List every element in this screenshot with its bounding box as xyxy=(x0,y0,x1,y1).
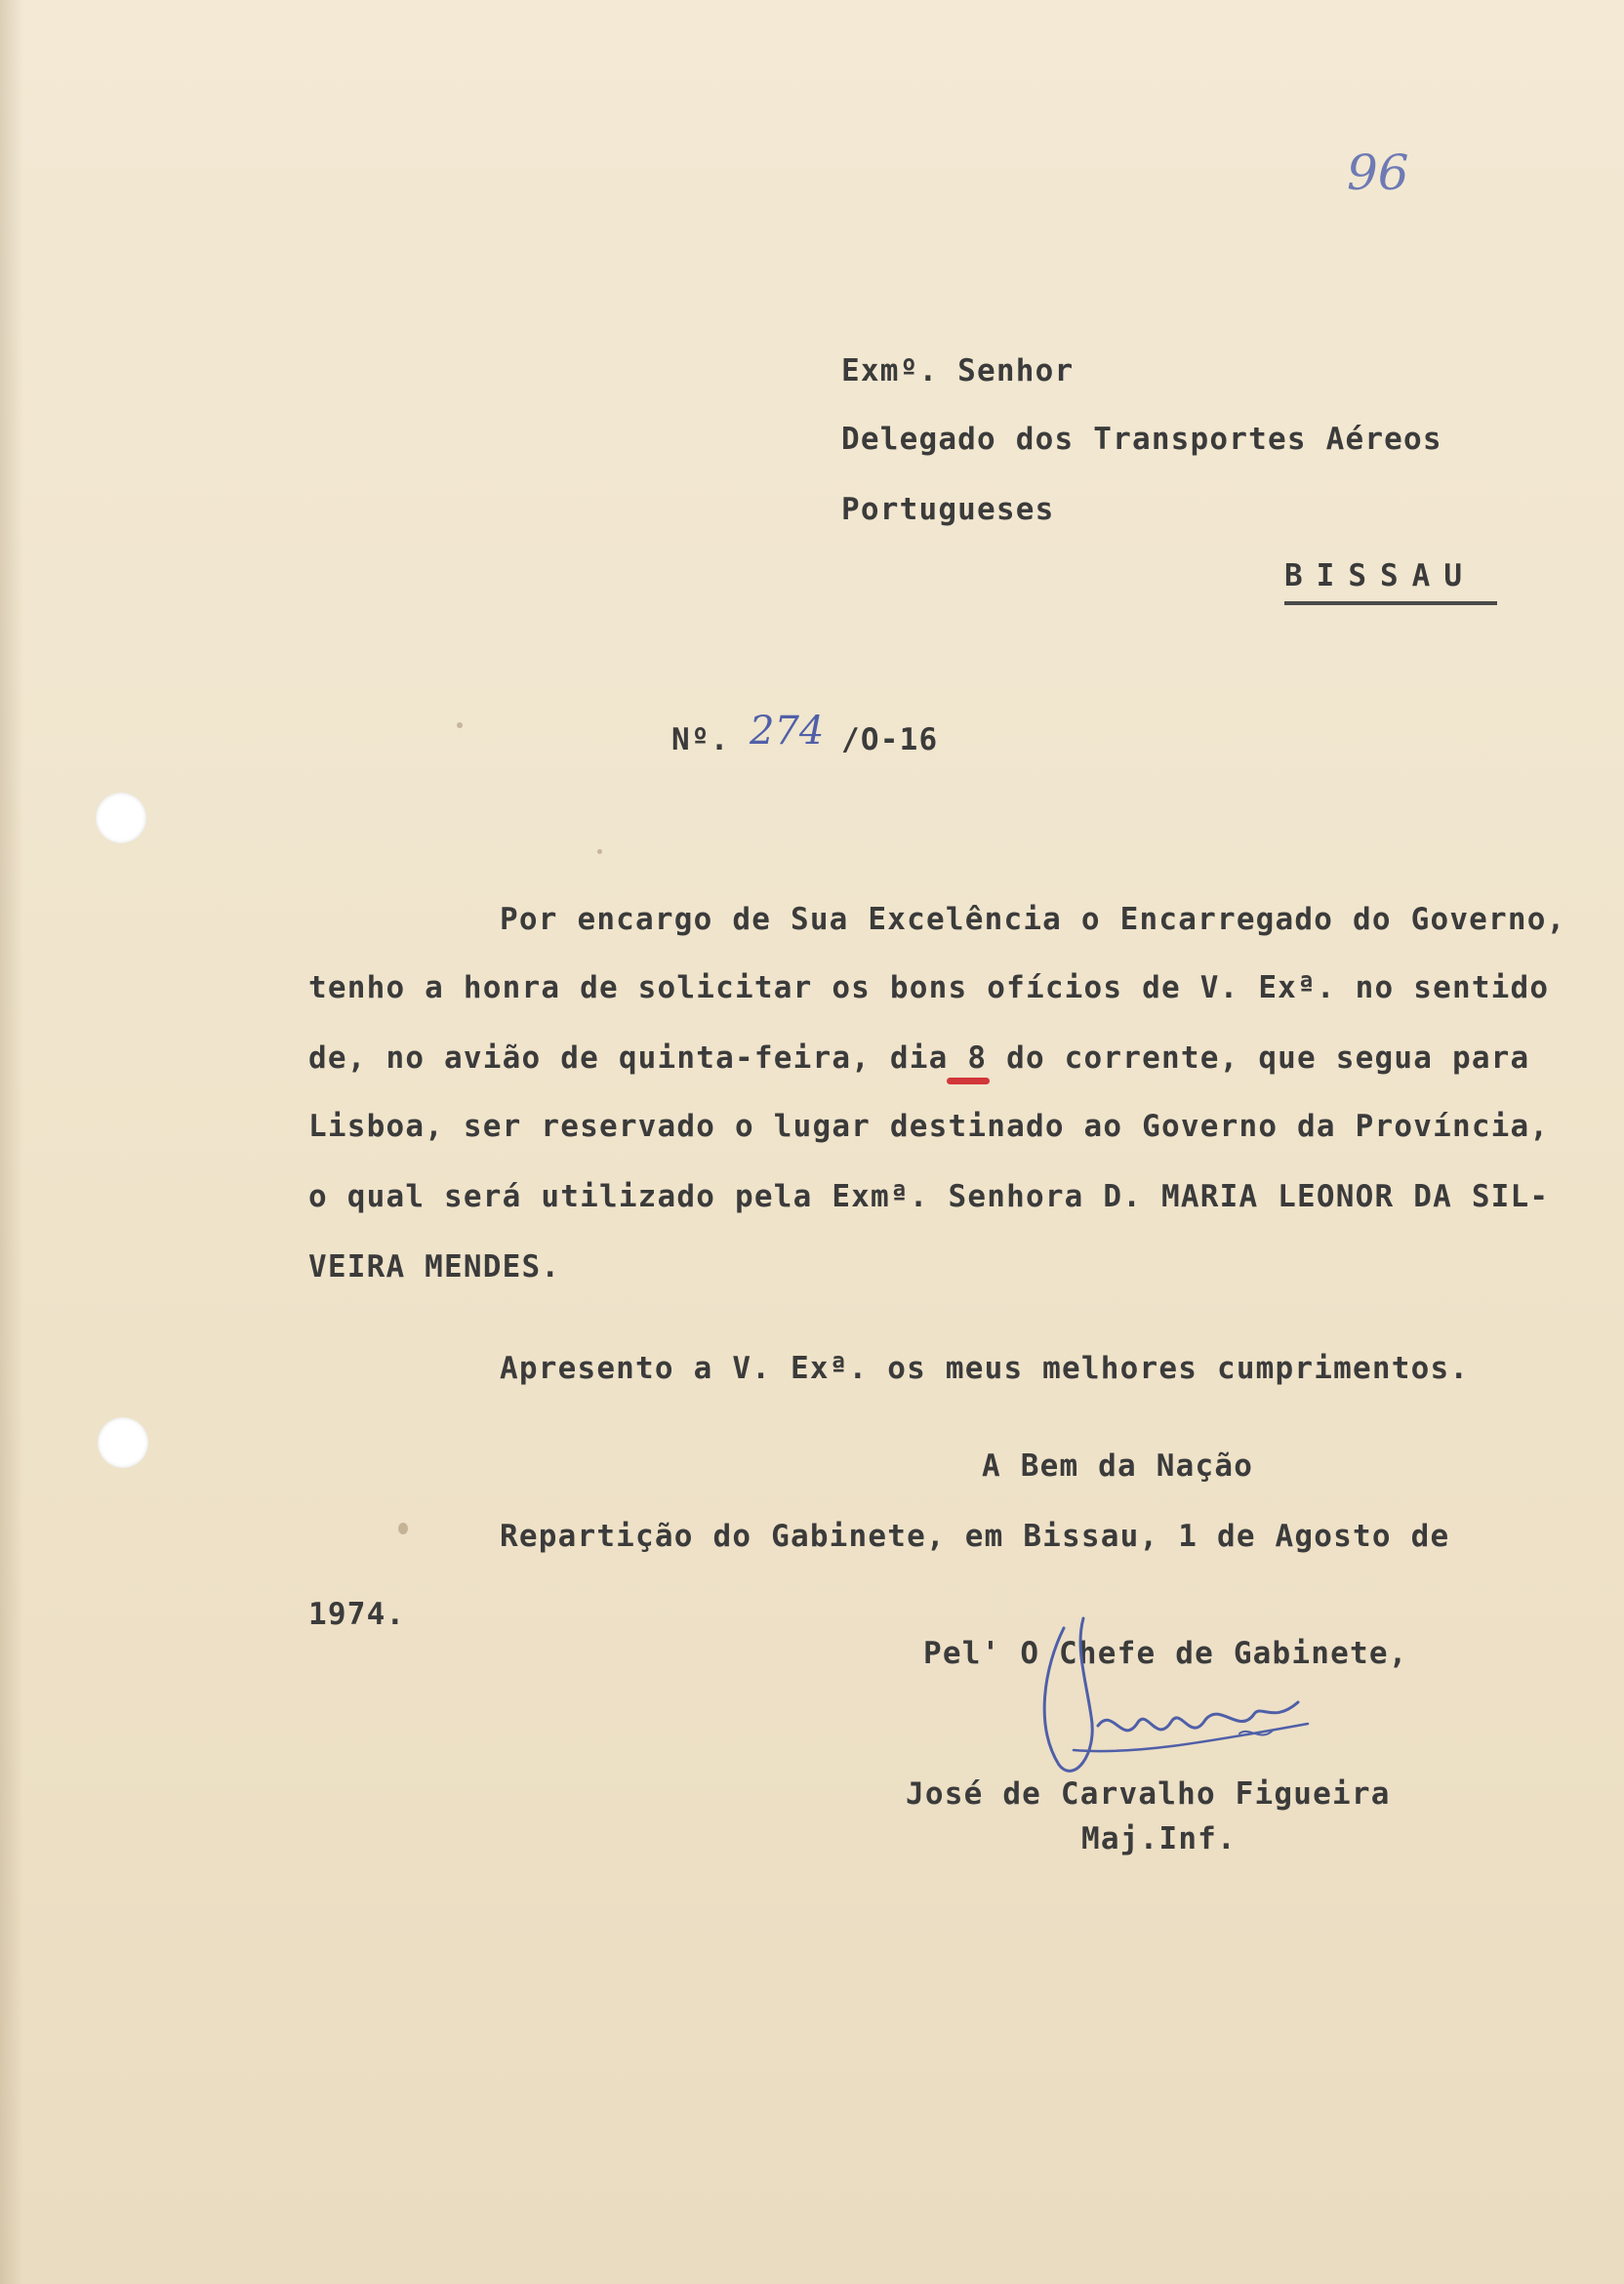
punch-hole-bottom xyxy=(98,1417,148,1468)
reference-suffix: /O-16 xyxy=(841,722,939,757)
body-line-2: tenho a honra de solicitar os bons ofícios de V. Exª. no sentido xyxy=(308,970,1550,1005)
paper-speck xyxy=(457,722,463,728)
paper-speck xyxy=(398,1523,408,1534)
reference-prefix: Nº. xyxy=(671,722,730,757)
place-date: Repartição do Gabinete, em Bissau, 1 de Agosto de xyxy=(500,1519,1450,1554)
handwritten-page-number: 96 xyxy=(1347,144,1409,201)
body-line-5: o qual será utilizado pela Exmª. Senhora D. MARIA LEONOR DA SIL- xyxy=(308,1179,1550,1214)
paper-speck xyxy=(597,849,602,854)
addressee-title-line1: Delegado dos Transportes Aéreos xyxy=(841,422,1442,457)
signatory-name: José de Carvalho Figueira xyxy=(906,1776,1391,1812)
date-year: 1974. xyxy=(308,1597,406,1632)
body-line-3: de, no avião de quinta-feira, dia 8 do corrente, que segua para xyxy=(308,1040,1530,1076)
signatory-rank: Maj.Inf. xyxy=(1081,1821,1237,1856)
addressee-salutation: Exmº. Senhor xyxy=(841,353,1075,388)
city-underline xyxy=(1284,601,1497,605)
on-behalf-line: Pel' O Chefe de Gabinete, xyxy=(923,1636,1408,1671)
red-underline-mark xyxy=(947,1078,990,1084)
closing-greeting: Apresento a V. Exª. os meus melhores cumprimentos. xyxy=(500,1351,1470,1386)
reference-number-handwritten: 274 xyxy=(750,709,825,754)
paper-edge-shadow xyxy=(0,0,23,2284)
body-line-1: Por encargo de Sua Excelência o Encarregado do Governo, xyxy=(500,902,1566,937)
body-line-4: Lisboa, ser reservado o lugar destinado ao Governo da Província, xyxy=(308,1109,1550,1144)
addressee-title-line2: Portugueses xyxy=(841,492,1055,527)
punch-hole-top xyxy=(96,793,146,843)
body-line-6: VEIRA MENDES. xyxy=(308,1249,561,1285)
addressee-city: BISSAU xyxy=(1284,558,1476,593)
motto: A Bem da Nação xyxy=(982,1448,1254,1484)
handwritten-signature xyxy=(1005,1609,1327,1794)
